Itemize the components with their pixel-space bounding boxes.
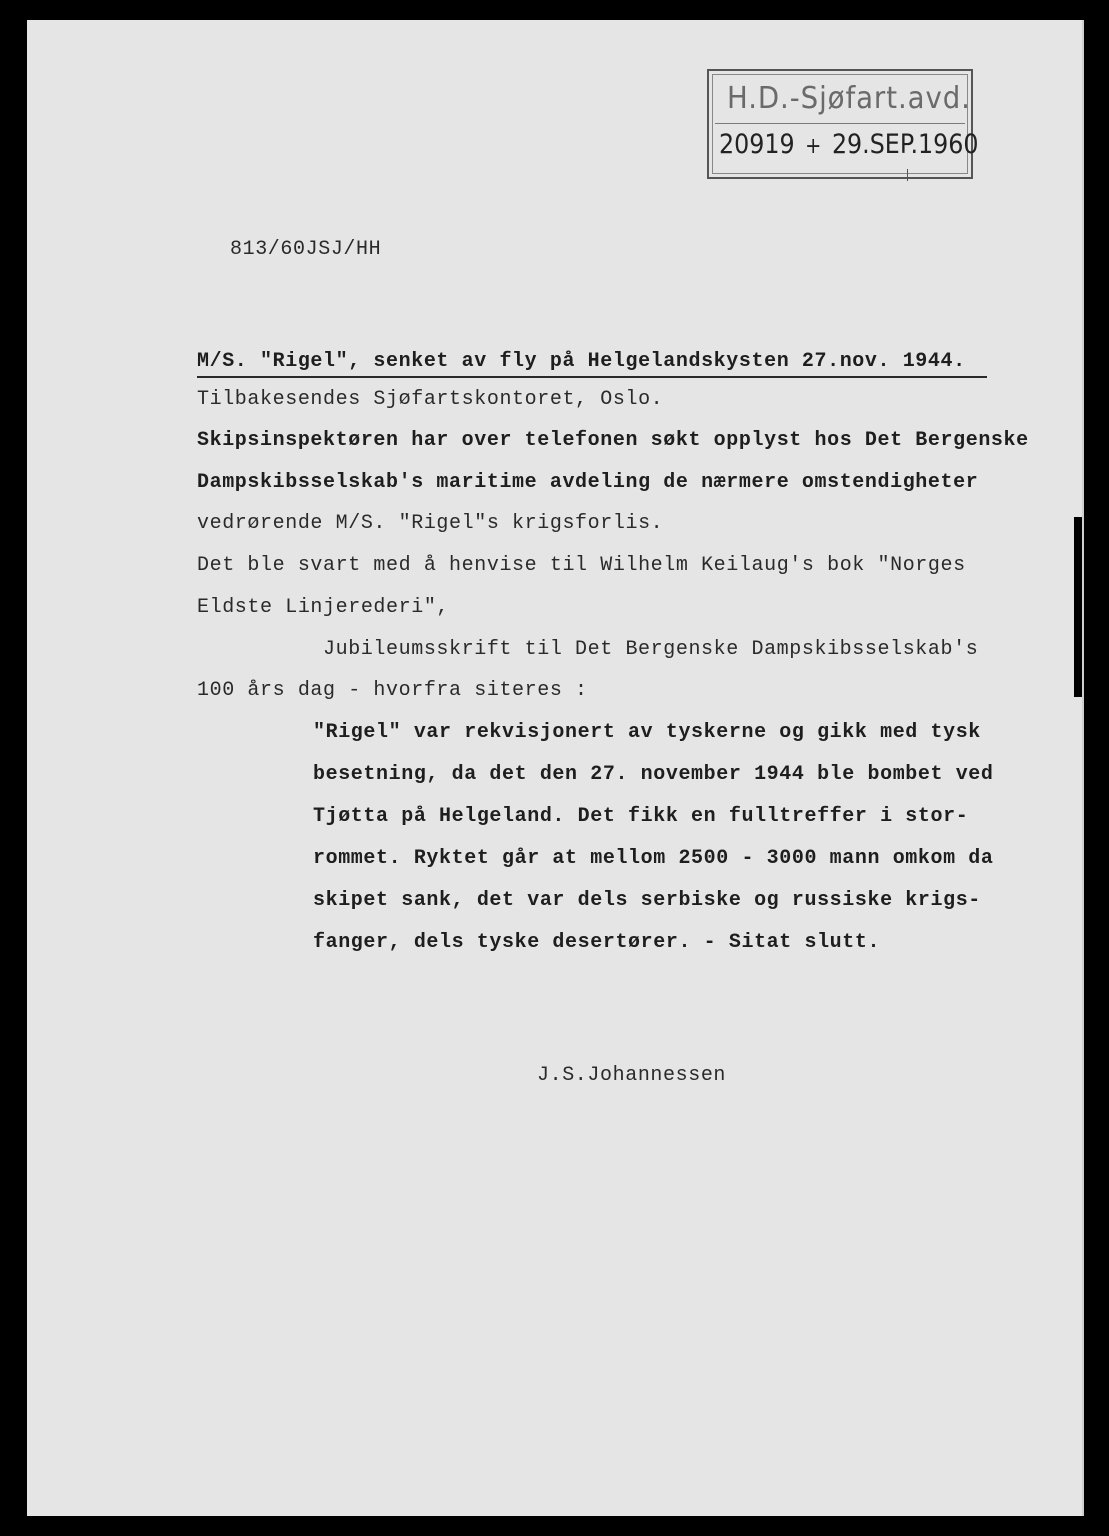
body-line: Dampskibsselskab's maritime avdeling de nærmere omstendigheter bbox=[197, 471, 979, 494]
body-line: Tilbakesendes Sjøfartskontoret, Oslo. bbox=[197, 388, 664, 411]
stamp-number: 20919 bbox=[719, 129, 795, 160]
stamp-separator: + bbox=[805, 134, 822, 159]
stamp-header: H.D.-Sjøfart.avd. bbox=[727, 81, 971, 116]
body-line: Skipsinspektøren har over telefonen søkt opplyst hos Det Bergenske bbox=[197, 429, 1029, 452]
stamp-date: 29.SEP.1960 bbox=[831, 129, 979, 160]
body-line: Jubileumsskrift til Det Bergenske Dampskibsselskab's bbox=[323, 638, 979, 661]
quote-line: rommet. Ryktet går at mellom 2500 - 3000 mann omkom da bbox=[313, 847, 994, 870]
received-stamp bbox=[707, 69, 979, 179]
quote-line: Tjøtta på Helgeland. Det fikk en fulltreffer i stor- bbox=[313, 805, 969, 828]
subject-line: M/S. "Rigel", senket av fly på Helgelandskysten 27.nov. 1944. bbox=[197, 350, 966, 373]
stamp-divider bbox=[715, 123, 965, 124]
reference-number: 813/60JSJ/HH bbox=[230, 238, 382, 261]
stamp-registration bbox=[719, 129, 978, 160]
body-line: 100 års dag - hvorfra siteres : bbox=[197, 679, 588, 702]
paper-edge-shadow bbox=[1074, 517, 1082, 697]
stamp-tick-mark bbox=[907, 169, 908, 181]
body-line: vedrørende M/S. "Rigel"s krigsforlis. bbox=[197, 512, 664, 535]
signature: J.S.Johannessen bbox=[537, 1064, 727, 1087]
quote-line: skipet sank, det var dels serbiske og russiske krigs- bbox=[313, 889, 981, 912]
quote-line: "Rigel" var rekvisjonert av tyskerne og gikk med tysk bbox=[313, 721, 981, 744]
quote-line: besetning, da det den 27. november 1944 ble bombet ved bbox=[313, 763, 994, 786]
subject-underline bbox=[197, 376, 987, 378]
quote-line: fanger, dels tyske desertører. - Sitat slutt. bbox=[313, 931, 881, 954]
body-line: Det ble svart med å henvise til Wilhelm Keilaug's bok "Norges bbox=[197, 554, 966, 577]
body-line: Eldste Linjerederi", bbox=[197, 596, 450, 619]
